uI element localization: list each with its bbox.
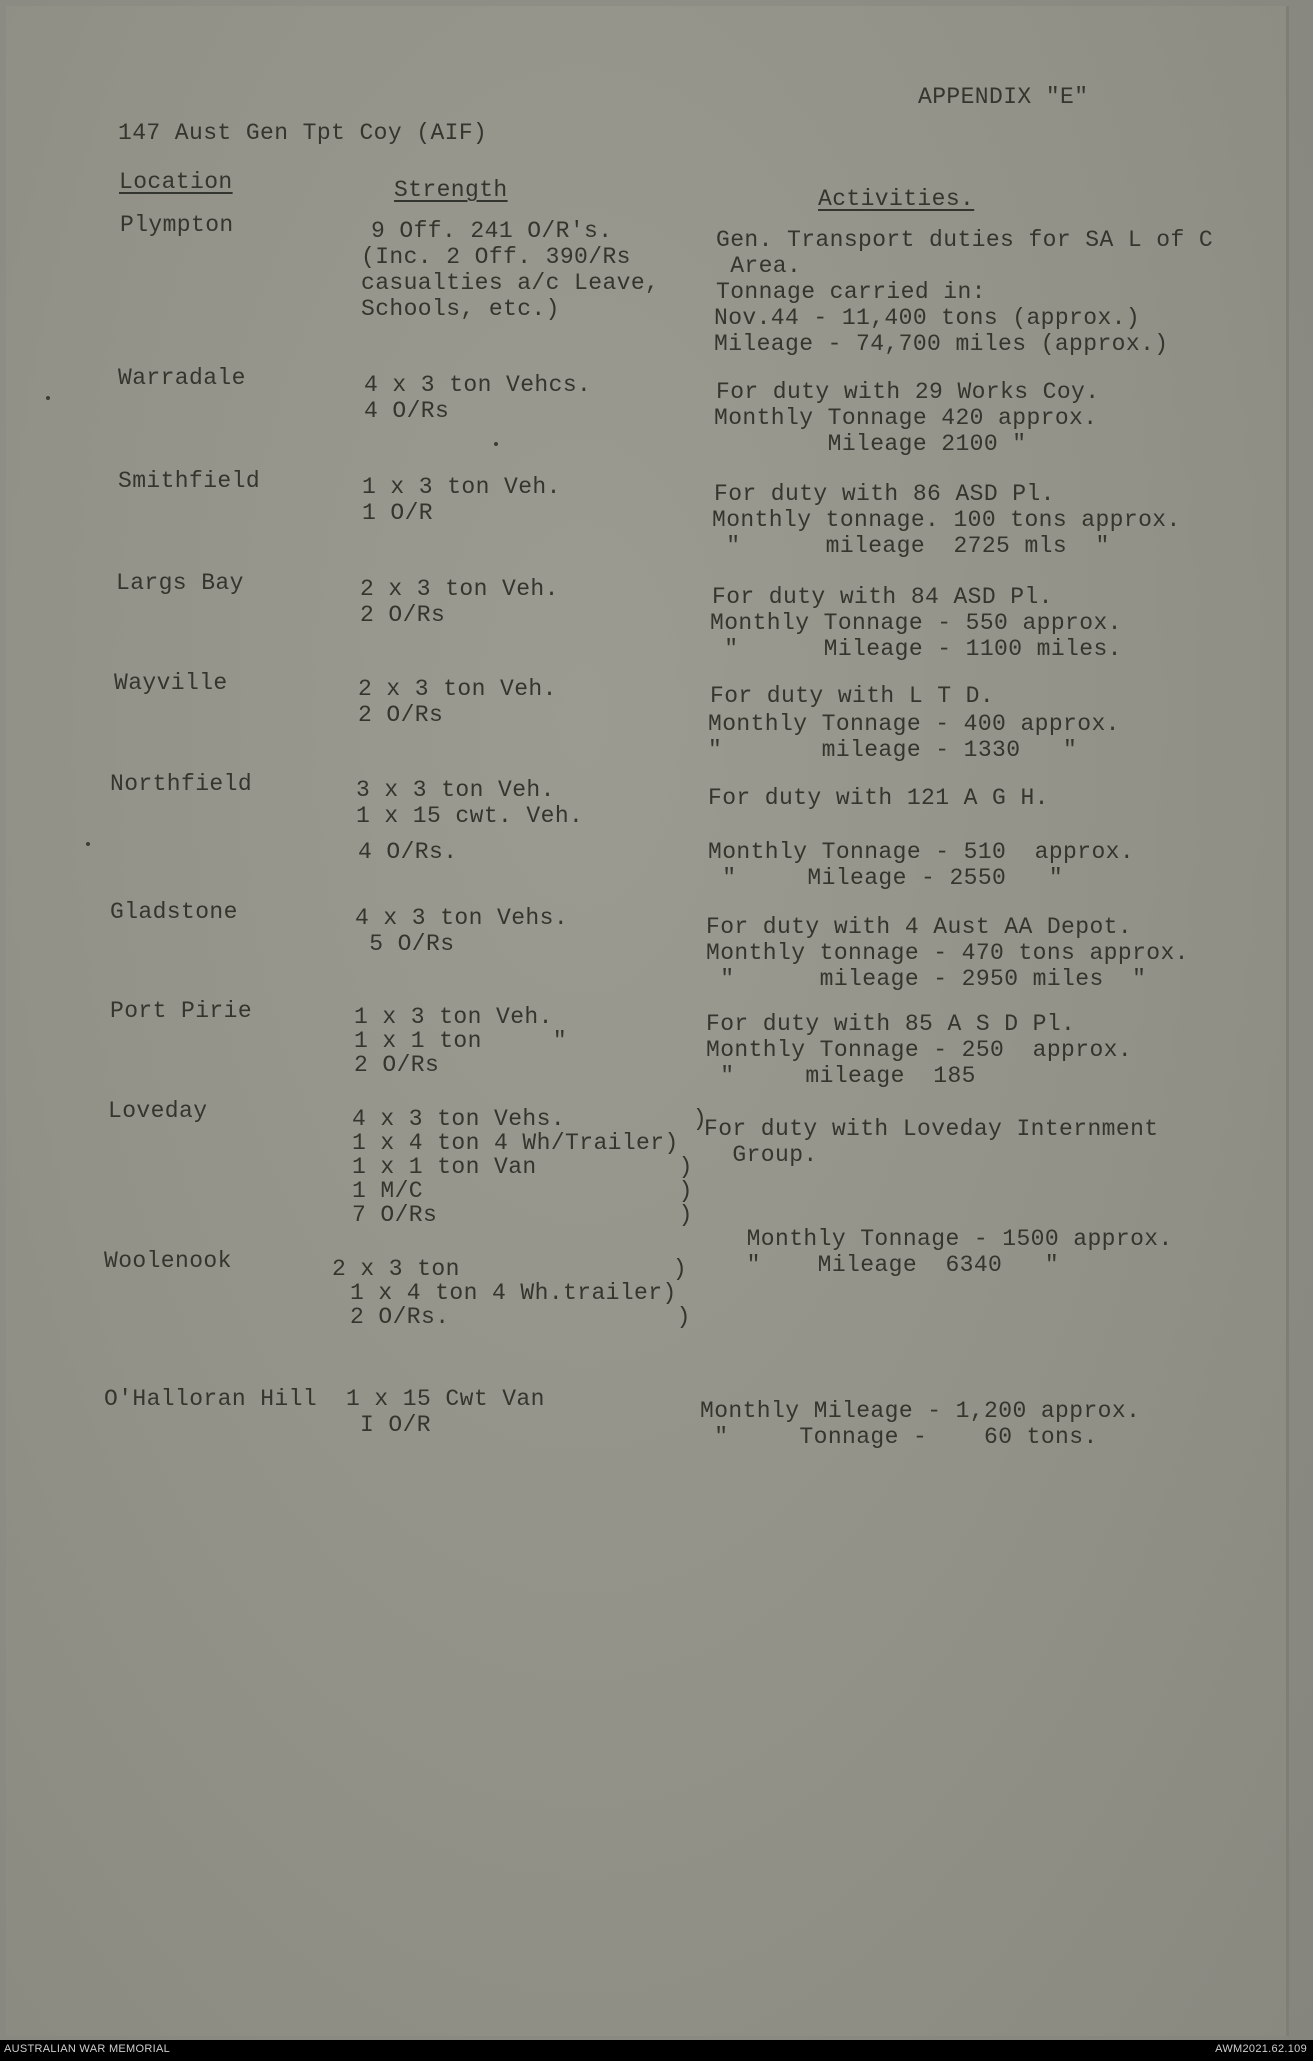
column-header-activities: Activities. bbox=[818, 186, 975, 212]
location-cell: Port Pirie bbox=[110, 998, 253, 1024]
location-cell: Woolenook bbox=[104, 1248, 232, 1274]
strength-line: 4 O/Rs. bbox=[358, 839, 458, 865]
activities-line: For duty with 86 ASD Pl. bbox=[714, 481, 1055, 507]
location-cell: Plympton bbox=[120, 212, 234, 238]
location-cell: Largs Bay bbox=[116, 570, 244, 596]
paper-speck bbox=[86, 842, 90, 846]
strength-line: 1 x 15 Cwt Van bbox=[346, 1386, 545, 1412]
activities-line: Group. bbox=[704, 1142, 818, 1168]
strength-line: 4 x 3 ton Vehs. bbox=[355, 905, 569, 931]
activities-line: Mileage 2100 " bbox=[714, 431, 1027, 457]
strength-line: 2 O/Rs bbox=[354, 1052, 440, 1078]
activities-line: Tonnage carried in: bbox=[716, 279, 986, 305]
archive-credit: AUSTRALIAN WAR MEMORIAL bbox=[4, 2043, 171, 2055]
activities-line: Area. bbox=[716, 253, 802, 279]
activities-line: Nov.44 - 11,400 tons (approx.) bbox=[714, 305, 1141, 331]
strength-line: 1 O/R bbox=[362, 500, 434, 526]
strength-line: 1 x 1 ton " bbox=[354, 1028, 568, 1054]
activities-line: For duty with Loveday Internment bbox=[704, 1116, 1159, 1142]
activities-line: " Mileage 6340 " bbox=[704, 1252, 1060, 1278]
strength-line: 2 x 3 ton ) bbox=[332, 1256, 688, 1282]
unit-heading: 147 Aust Gen Tpt Coy (AIF) bbox=[118, 120, 488, 146]
activities-line: For duty with L T D. bbox=[710, 683, 995, 709]
strength-line: 1 x 15 cwt. Veh. bbox=[356, 803, 584, 829]
column-header-strength: Strength bbox=[394, 177, 508, 203]
activities-line: For duty with 85 A S D Pl. bbox=[706, 1011, 1076, 1037]
activities-line: " mileage - 2950 miles " bbox=[706, 966, 1147, 992]
activities-line: Monthly Tonnage - 1500 approx. bbox=[704, 1226, 1173, 1252]
activities-line: " Mileage - 2550 " bbox=[708, 865, 1064, 891]
activities-line: " mileage 185 bbox=[706, 1063, 976, 1089]
strength-line: 3 x 3 ton Veh. bbox=[356, 777, 555, 803]
activities-line: Monthly Mileage - 1,200 approx. bbox=[700, 1398, 1141, 1424]
location-cell: Northfield bbox=[110, 771, 253, 797]
column-header-location: Location bbox=[119, 169, 233, 195]
location-cell: Gladstone bbox=[110, 899, 238, 925]
activities-line: Monthly tonnage. 100 tons approx. bbox=[712, 507, 1181, 533]
paper-speck bbox=[494, 442, 498, 446]
strength-line: 1 x 1 ton Van ) bbox=[352, 1154, 693, 1180]
strength-line: 5 O/Rs bbox=[355, 931, 455, 957]
activities-line: Monthly Tonnage - 550 approx. bbox=[710, 610, 1122, 636]
activities-line: For duty with 4 Aust AA Depot. bbox=[706, 914, 1133, 940]
activities-line: For duty with 121 A G H. bbox=[708, 785, 1049, 811]
activities-line: Monthly Tonnage - 400 approx. bbox=[708, 711, 1120, 737]
activities-line: Mileage - 74,700 miles (approx.) bbox=[714, 331, 1169, 357]
strength-line: 4 x 3 ton Vehs. ) bbox=[352, 1106, 708, 1132]
activities-line: " mileage - 1330 " bbox=[708, 737, 1078, 763]
activities-line: " Mileage - 1100 miles. bbox=[710, 636, 1122, 662]
activities-line: Monthly Tonnage - 250 approx. bbox=[706, 1037, 1133, 1063]
strength-line: 2 O/Rs bbox=[360, 602, 446, 628]
typed-sheet bbox=[6, 6, 1289, 2036]
strength-line: 2 O/Rs. ) bbox=[350, 1304, 691, 1330]
activities-line: Monthly Tonnage 420 approx. bbox=[714, 405, 1098, 431]
strength-line: I O/R bbox=[360, 1412, 432, 1438]
activities-line: Gen. Transport duties for SA L of C bbox=[716, 227, 1214, 253]
activities-line: " Tonnage - 60 tons. bbox=[700, 1424, 1098, 1450]
strength-line: 1 M/C ) bbox=[352, 1178, 693, 1204]
strength-line: casualties a/c Leave, bbox=[361, 270, 660, 296]
strength-line: 4 x 3 ton Vehcs. bbox=[364, 372, 592, 398]
paper-speck bbox=[46, 396, 50, 400]
strength-line: 1 x 4 ton 4 Wh/Trailer) bbox=[352, 1130, 679, 1156]
strength-line: 2 x 3 ton Veh. bbox=[358, 676, 557, 702]
strength-line: 1 x 4 ton 4 Wh.trailer) bbox=[350, 1280, 677, 1306]
location-cell: O'Halloran Hill bbox=[104, 1386, 318, 1412]
appendix-heading: APPENDIX "E" bbox=[918, 84, 1089, 110]
strength-line: 2 O/Rs bbox=[358, 702, 444, 728]
strength-line: 2 x 3 ton Veh. bbox=[360, 576, 559, 602]
location-cell: Smithfield bbox=[118, 468, 261, 494]
location-cell: Wayville bbox=[114, 670, 228, 696]
location-cell: Warradale bbox=[118, 365, 246, 391]
strength-line: 1 x 3 ton Veh. bbox=[362, 474, 561, 500]
strength-line: 7 O/Rs ) bbox=[352, 1202, 693, 1228]
strength-line: Schools, etc.) bbox=[361, 296, 560, 322]
activities-line: For duty with 84 ASD Pl. bbox=[712, 584, 1053, 610]
strength-line: 1 x 3 ton Veh. bbox=[354, 1004, 553, 1030]
activities-line: For duty with 29 Works Coy. bbox=[716, 379, 1100, 405]
accession-number: AWM2021.62.109 bbox=[1215, 2043, 1307, 2055]
location-cell: Loveday bbox=[108, 1098, 208, 1124]
activities-line: " mileage 2725 mls " bbox=[712, 533, 1110, 559]
activities-line: Monthly tonnage - 470 tons approx. bbox=[706, 940, 1189, 966]
strength-line: 9 Off. 241 O/R's. bbox=[371, 218, 613, 244]
strength-line: 4 O/Rs bbox=[364, 398, 450, 424]
strength-line: (Inc. 2 Off. 390/Rs bbox=[361, 244, 631, 270]
activities-line: Monthly Tonnage - 510 approx. bbox=[708, 839, 1135, 865]
